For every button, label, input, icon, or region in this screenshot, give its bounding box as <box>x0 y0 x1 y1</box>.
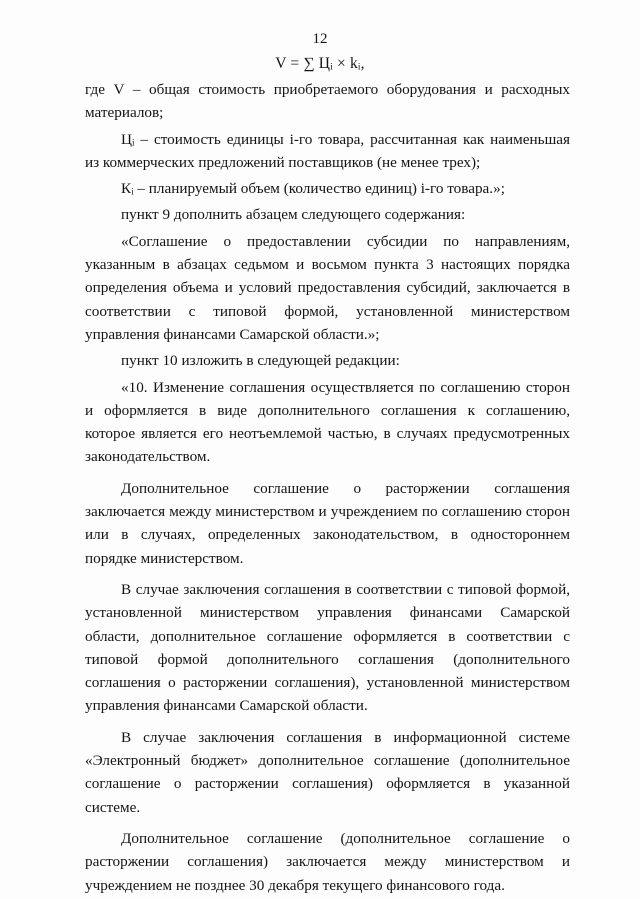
paragraph-electronic-budget: В случае заключения соглашения в информационной системе «Электронный бюджет» дополнительное соглашение (дополнительное соглашение о расторжении соглашения) оформляется в указанной системе. <box>85 728 570 816</box>
paragraph-definition-k: Кᵢ – планируемый объем (количество единиц) i-го товара.»; <box>121 180 505 198</box>
page-number: 12 <box>312 31 328 47</box>
paragraph-definition-c: Цᵢ – стоимость единицы i-го товара, рассчитанная как наименьшая из коммерческих предложений поставщиков (не менее трех); <box>85 130 570 171</box>
paragraph-termination: Дополнительное соглашение о расторжении соглашения заключается между министерством и учреждением по соглашению сторон или в случаях, определенных законодательством, в одностороннем порядке министерством. <box>85 479 570 567</box>
formula: V = ∑ Цᵢ × kᵢ, <box>275 55 365 72</box>
paragraph-deadline: Дополнительное соглашение (дополнительное соглашение о расторжении соглашения) заключается между министерством и учреждением не позднее 30 декабря текущего финансового года. <box>85 829 570 894</box>
paragraph-change: «10. Изменение соглашения осуществляется по соглашению сторон и оформляется в виде дополнительного соглашения к соглашению, которое является его неотъемлемой частью, в случаях предусмотренных законодательством. <box>85 378 570 466</box>
paragraph-definition-v: где V – общая стоимость приобретаемого оборудования и расходных материалов; <box>85 81 570 122</box>
paragraph-point-9: пункт 9 дополнить абзацем следующего содержания: <box>121 206 466 224</box>
paragraph-typical-form: В случае заключения соглашения в соответствии с типовой формой, установленной министерством управления финансами Самарской области, дополнительное соглашение оформляется в соответствии с типовой формой дополнительного соглашения (дополнительного соглашения о расторжении соглашения), установленной министерством управления финансами Самарской области. <box>85 580 570 715</box>
paragraph-agreement: «Соглашение о предоставлении субсидии по направлениям, указанным в абзацах седьмом и восьмом пункта 3 настоящих порядка определения объема и условий предоставления субсидий, заключается в соответствии с типовой формой, установленной министерством управления финансами Самарской области.»; <box>85 232 570 343</box>
document-body <box>85 78 570 897</box>
paragraph-point-10: пункт 10 изложить в следующей редакции: <box>121 352 400 370</box>
